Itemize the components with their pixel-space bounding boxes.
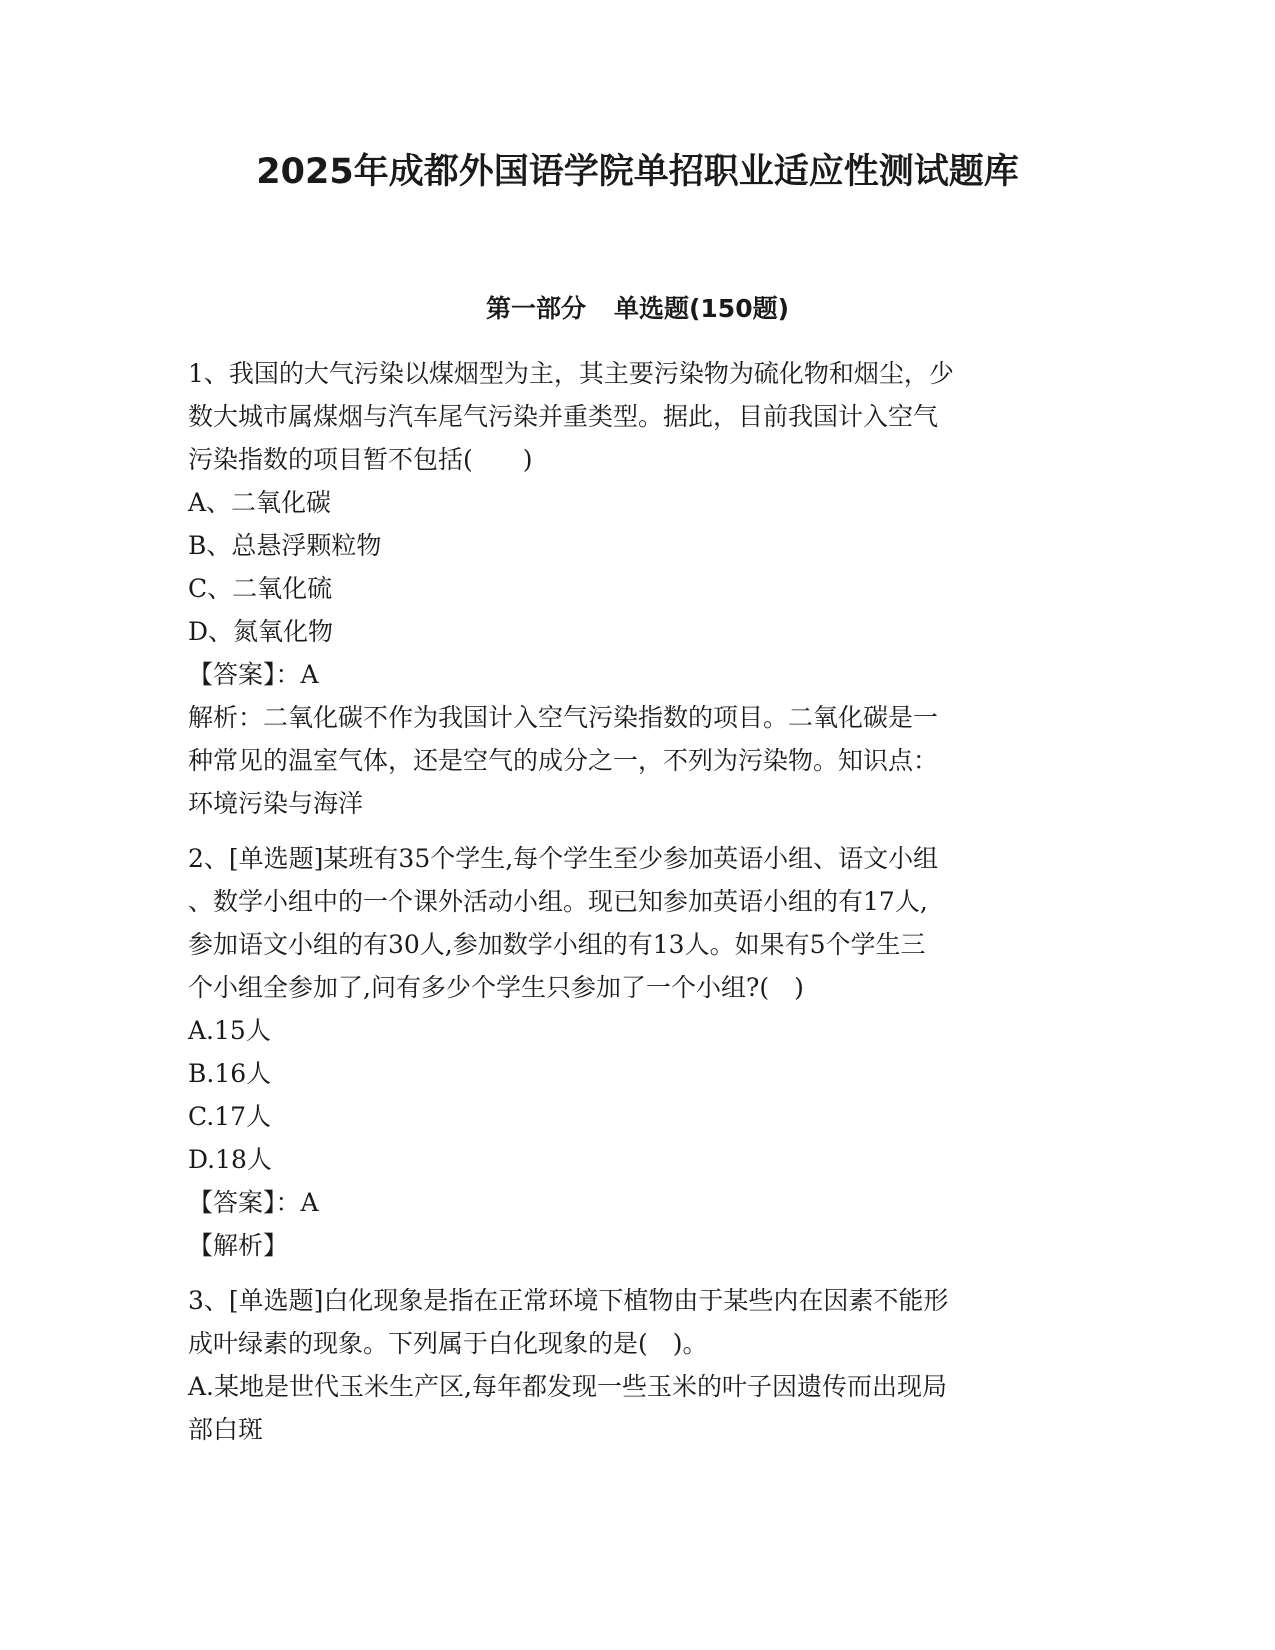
question-stem bbox=[188, 352, 1068, 481]
option-a-continued: 部白斑 bbox=[188, 1415, 264, 1444]
analysis-line: 种常见的温室气体，还是空气的成分之一，不列为污染物。知识点： bbox=[188, 746, 939, 775]
option-a: A、二氧化碳 bbox=[188, 488, 332, 517]
option-b: B、总悬浮颗粒物 bbox=[188, 531, 382, 560]
question-1 bbox=[188, 352, 1068, 825]
question-2 bbox=[188, 837, 1068, 1267]
document-title: 2025年成都外国语学院单招职业适应性测试题库 bbox=[256, 152, 1019, 192]
analysis-line: 环境污染与海洋 bbox=[188, 789, 364, 818]
question-list bbox=[188, 352, 1068, 1463]
question-3 bbox=[188, 1279, 1068, 1451]
stem-line: 3、[单选题]白化现象是指在正常环境下植物由于某些内在因素不能形 bbox=[188, 1286, 949, 1315]
option-c: C.17人 bbox=[188, 1102, 271, 1131]
stem-line: 1、我国的大气污染以煤烟型为主，其主要污染物为硫化物和烟尘，少 bbox=[188, 359, 954, 388]
stem-line: 参加语文小组的有30人,参加数学小组的有13人。如果有5个学生三 bbox=[188, 930, 926, 959]
answer-line: 【答案】：A bbox=[188, 1188, 319, 1217]
option-a: A.15人 bbox=[188, 1016, 271, 1045]
answer-line: 【答案】：A bbox=[188, 660, 319, 689]
stem-line: 污染指数的项目暂不包括( ) bbox=[188, 445, 533, 474]
analysis-line: 解析：二氧化碳不作为我国计入空气污染指数的项目。二氧化碳是一 bbox=[188, 703, 939, 732]
section-label: 第一部分 bbox=[485, 294, 586, 323]
section-name: 单选题(150题) bbox=[613, 294, 790, 323]
analysis-line: 【解析】 bbox=[188, 1231, 289, 1260]
option-d: D、氮氧化物 bbox=[188, 617, 334, 646]
analysis bbox=[188, 1224, 1068, 1267]
analysis bbox=[188, 696, 1068, 825]
stem-line: 2、[单选题]某班有35个学生,每个学生至少参加英语小组、语文小组 bbox=[188, 844, 939, 873]
question-stem bbox=[188, 1279, 1068, 1365]
option-b: B.16人 bbox=[188, 1059, 272, 1088]
question-stem bbox=[188, 837, 1068, 1009]
stem-line: 、数学小组中的一个课外活动小组。现已知参加英语小组的有17人, bbox=[188, 887, 928, 916]
stem-line: 数大城市属煤烟与汽车尾气污染并重类型。据此，目前我国计入空气 bbox=[188, 402, 939, 431]
option-d: D.18人 bbox=[188, 1145, 272, 1174]
stem-line: 成叶绿素的现象。下列属于白化现象的是( )。 bbox=[188, 1329, 708, 1358]
stem-line: 个小组全参加了,问有多少个学生只参加了一个小组?( ) bbox=[188, 973, 804, 1002]
option-c: C、二氧化硫 bbox=[188, 574, 333, 603]
option-a: A.某地是世代玉米生产区,每年都发现一些玉米的叶子因遗传而出现局 bbox=[188, 1372, 947, 1401]
section-heading bbox=[0, 292, 1275, 326]
